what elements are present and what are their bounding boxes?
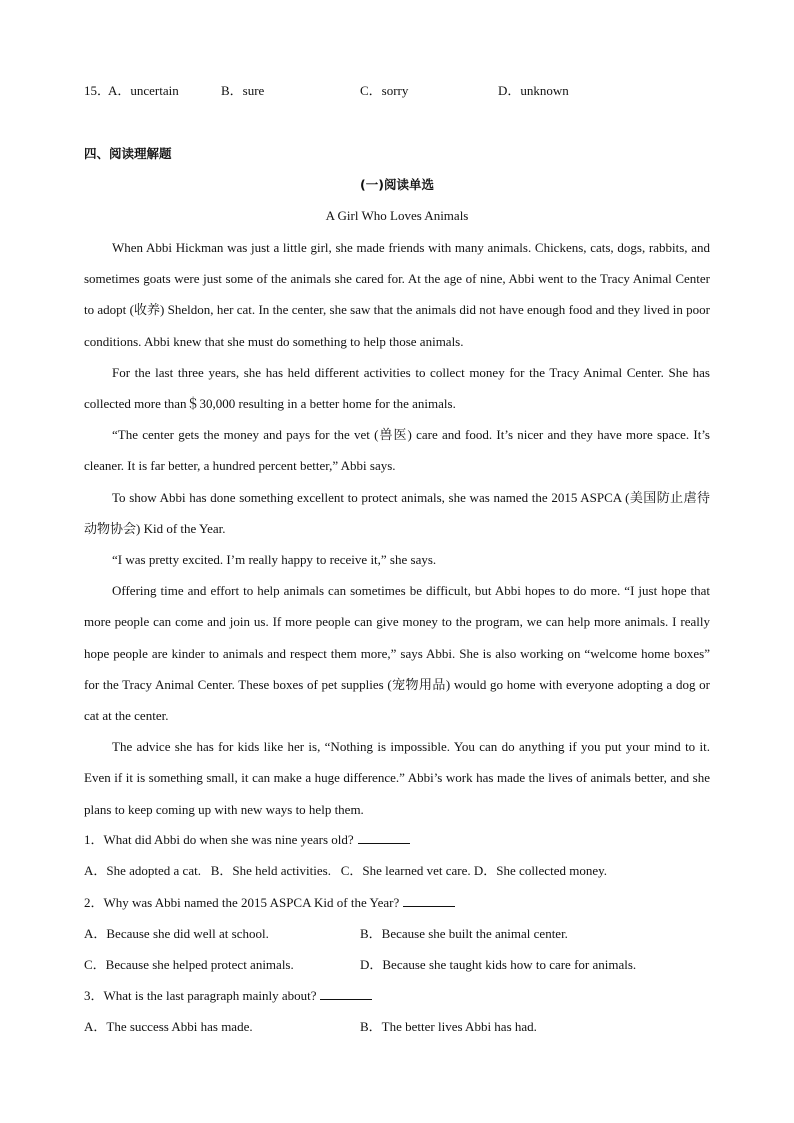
- passage-paragraph: The advice she has for kids like her is, “Nothing is impossible. You can do anything if you put your mind to it. Even if it is something small, it can make a huge difference.” Abbi’s work has made the lives of animals better, and she plans to keep coming up with new ways to help them.: [84, 739, 710, 817]
- passage-paragraph: To show Abbi has done something excellent to protect animals, she was named the 2015 ASPCA (美国防止虐待动物协会) Kid of the Year.: [84, 489, 710, 536]
- q15-option-c: C．sorry: [360, 83, 409, 98]
- q15-option-a: A．uncertain: [108, 83, 179, 98]
- passage: [84, 232, 710, 825]
- passage-paragraph: Offering time and effort to help animals can sometimes be difficult, but Abbi hopes to do more. “I just hope that more people can come and join us. If more people can give money to the program, we can help more animals. I really hope people are kinder to animals and respect them more,” says Abbi. She is also working on “welcome home boxes” for the Tracy Animal Center. These boxes of pet supplies (宠物用品) would go home with everyone adopting a dog or cat at the center.: [84, 583, 710, 724]
- q2-option-b: B．Because she built the animal center.: [360, 926, 568, 941]
- passage-paragraph: For the last three years, she has held different activities to collect money for the Tracy Animal Center. She has collected more than＄30,000 resulting in a better home for the animals.: [84, 364, 710, 412]
- section-heading: 四、阅读理解题: [84, 146, 172, 161]
- question-1: [84, 831, 410, 849]
- answer-blank[interactable]: [320, 987, 372, 1000]
- q1-option-d: D．She collected money.: [473, 863, 607, 878]
- q2-option-c: C．Because she helped protect animals.: [84, 957, 294, 972]
- question-stem: 1．What did Abbi do when she was nine years old?: [84, 832, 354, 847]
- q15-option-b: B．sure: [221, 83, 265, 98]
- answer-blank[interactable]: [358, 831, 410, 844]
- q3-option-b: B．The better lives Abbi has had.: [360, 1019, 537, 1034]
- passage-paragraph: When Abbi Hickman was just a little girl, she made friends with many animals. Chickens, cats, dogs, rabbits, and sometimes goats were just some of the animals she cared for. At the age of nine, Abbi went to the Tracy Animal Center to adopt (收养) Sheldon, her cat. In the center, she saw that the animals did not have enough food and they lived in poor conditions. Abbi knew that she must do something to help those animals.: [84, 240, 710, 349]
- question-3: [84, 987, 372, 1005]
- question-stem: 3．What is the last paragraph mainly about?: [84, 988, 317, 1003]
- passage-title: A Girl Who Loves Animals: [325, 208, 469, 223]
- sub-heading: (一)阅读单选: [360, 177, 434, 192]
- q1-option-b: B．She held activities.: [210, 863, 331, 878]
- question-1-options: [84, 862, 607, 880]
- q1-option-a: A．She adopted a cat.: [84, 863, 201, 878]
- question-2: [84, 894, 455, 912]
- answer-blank[interactable]: [403, 894, 455, 907]
- q15-option-d: D．unknown: [498, 83, 569, 98]
- passage-paragraph: “I was pretty excited. I’m really happy to receive it,” she says.: [112, 552, 437, 568]
- question-number: 15．: [84, 83, 111, 98]
- question-15-row: [84, 82, 110, 100]
- q2-option-a: A．Because she did well at school.: [84, 926, 269, 941]
- q1-option-c: C．She learned vet care.: [340, 863, 471, 878]
- q3-option-a: A．The success Abbi has made.: [84, 1019, 253, 1034]
- passage-paragraph: “The center gets the money and pays for the vet (兽医) care and food. It’s nicer and they have more space. It’s cleaner. It is far better, a hundred percent better,” Abbi says.: [84, 427, 710, 474]
- question-stem: 2．Why was Abbi named the 2015 ASPCA Kid of the Year?: [84, 895, 400, 910]
- q2-option-d: D．Because she taught kids how to care for animals.: [360, 957, 637, 972]
